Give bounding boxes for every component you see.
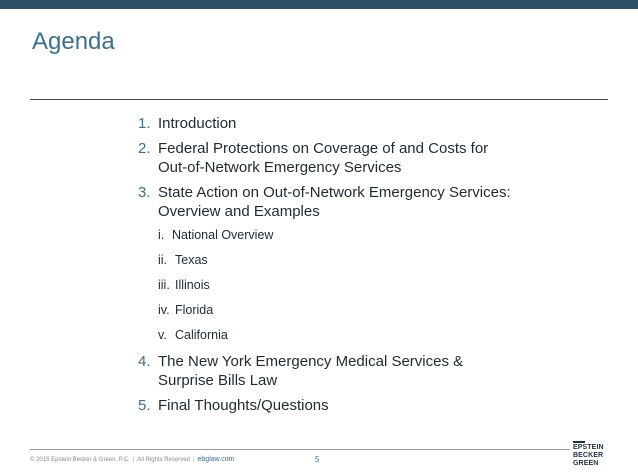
agenda-subitem [158, 327, 608, 343]
subitem-number: i. [158, 228, 165, 242]
footer [30, 456, 234, 463]
agenda-item-text [158, 396, 608, 415]
subitem-number: iii. [158, 278, 170, 292]
footer-separator: | [192, 456, 195, 463]
agenda-subitem [158, 277, 608, 293]
agenda-item-line: Out-of-Network Emergency Services [158, 159, 402, 176]
agenda-item-2 [138, 139, 608, 177]
subitem-text: National Overview [172, 228, 274, 242]
agenda-subitem [158, 302, 608, 318]
agenda-item-text [158, 183, 608, 221]
title-divider [30, 99, 608, 100]
agenda-item-line: The New York Emergency Medical Services & [158, 353, 464, 370]
footer-rights: All Rights Reserved [137, 456, 190, 463]
agenda-list [138, 114, 608, 421]
agenda-item-line: Federal Protections on Coverage of and Costs for [158, 140, 489, 157]
logo-bar [573, 441, 585, 443]
agenda-item-number: 2. [138, 140, 151, 157]
agenda-item-1 [138, 114, 608, 133]
agenda-subitems [138, 227, 608, 343]
logo-line-1: EPSTEIN [573, 444, 604, 451]
subitem-number: v. [158, 328, 167, 342]
company-logo [573, 441, 607, 468]
agenda-item-number: 4. [138, 353, 151, 370]
agenda-item-text [158, 114, 608, 133]
agenda-subitem [158, 252, 608, 268]
footer-website-link[interactable]: ebglaw.com [197, 456, 235, 463]
page-title: Agenda [32, 28, 115, 55]
agenda-item-line: Final Thoughts/Questions [158, 397, 329, 414]
agenda-item-number: 5. [138, 397, 151, 414]
logo-line-3: GREEN [573, 460, 599, 467]
subitem-number: iv. [158, 303, 170, 317]
top-banner [0, 0, 638, 9]
footer-copyright: © 2015 Epstein Becker & Green, P.C. [30, 456, 130, 463]
subitem-text: Texas [175, 253, 208, 267]
agenda-item-text [158, 139, 608, 177]
footer-divider [30, 449, 570, 450]
footer-separator: | [132, 456, 135, 463]
agenda-item-4 [138, 352, 608, 390]
agenda-item-text [158, 352, 608, 390]
subitem-text: California [175, 328, 228, 342]
page-number: 5 [315, 455, 320, 464]
agenda-item-line: Surprise Bills Law [158, 372, 278, 389]
agenda-item-line: Overview and Examples [158, 203, 320, 220]
agenda-item-5 [138, 396, 608, 415]
agenda-item-line: State Action on Out-of-Network Emergency Services: [158, 184, 511, 201]
agenda-subitem [158, 227, 608, 243]
subitem-text: Illinois [175, 278, 210, 292]
logo-line-2: BECKER [573, 452, 604, 459]
agenda-item-number: 1. [138, 115, 151, 132]
subitem-number: ii. [158, 253, 168, 267]
agenda-item-line: Introduction [158, 115, 237, 132]
agenda-item-3 [138, 183, 608, 221]
agenda-item-number: 3. [138, 184, 151, 201]
subitem-text: Florida [175, 303, 214, 317]
